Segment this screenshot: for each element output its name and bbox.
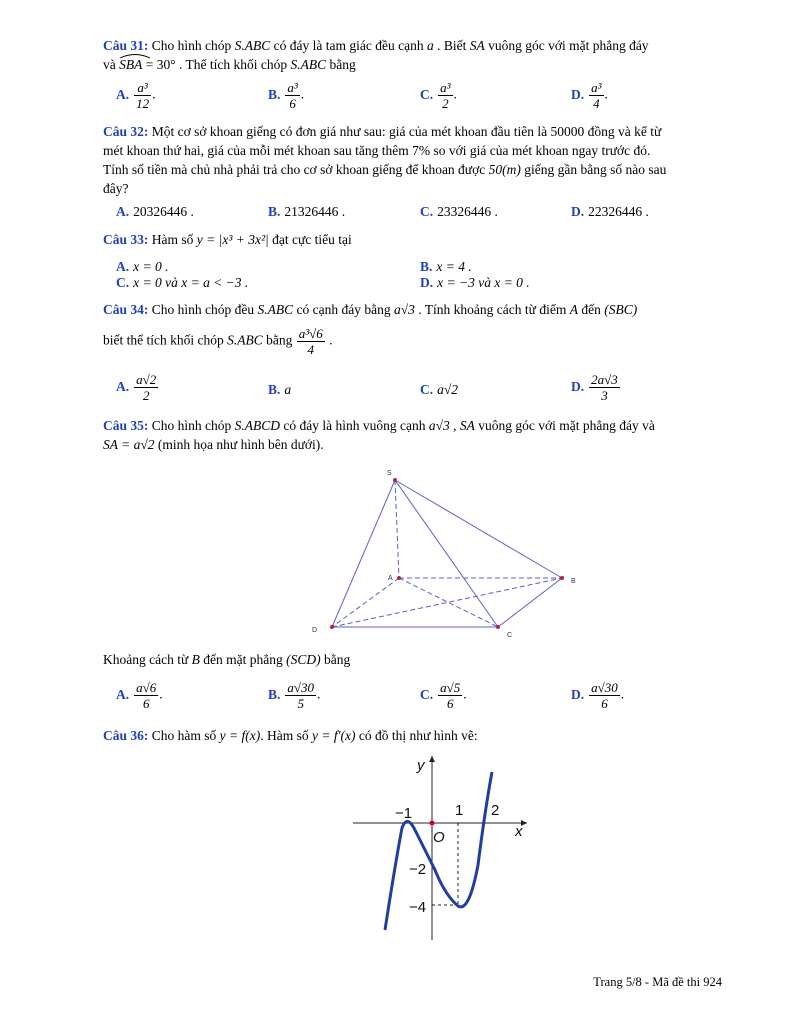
question-36 [103, 726, 723, 745]
q34-point: A [569, 302, 578, 317]
q34-option-c[interactable]: C. a√2 [420, 382, 459, 397]
q35-option-c[interactable]: C. $\frac{a√5}{6}$ . [420, 680, 467, 711]
q34-text: có cạnh đáy bằng [293, 302, 394, 317]
q35-text: Khoảng cách từ [103, 652, 192, 667]
q32-text: Một cơ sở khoan giếng có đơn giá như sau: giá của mét khoan đầu tiên là 50000 đồng và kể từ [148, 124, 662, 139]
q35-text: đến mặt phẳng [199, 652, 287, 667]
q32-option-c[interactable]: C. 23326446 . [420, 204, 498, 219]
question-35-line3 [103, 650, 723, 669]
label-d: D [312, 627, 318, 634]
q34-edge: a√3 [393, 302, 415, 317]
q34-text: biết thể tích khối chóp [103, 332, 228, 348]
origin-point [430, 821, 435, 826]
q33-option-d[interactable]: D. x = −3 và x = 0 . [420, 275, 530, 290]
q36-text: có đồ thị như hình vẽ: [355, 728, 478, 743]
question-33 [103, 230, 723, 249]
q31-pyramid: S.ABC [234, 38, 271, 53]
x-axis-label: x [515, 823, 523, 840]
q35-option-d[interactable]: D. $\frac{a√30}{6}$ . [571, 680, 625, 711]
tick-minus-1: −1 [395, 805, 413, 822]
q33-option-c[interactable]: C. x = 0 và x = a < −3 . [116, 275, 249, 290]
question-31 [103, 36, 723, 74]
question-34 [103, 300, 723, 319]
question-34-line2: biết thể tích khối chóp S.ABC bằng $\frac{\text{a³√6}}{4}$ . [103, 326, 333, 357]
derivative-curve [385, 772, 492, 930]
q33-option-a[interactable]: A. x = 0 . [116, 259, 169, 274]
vertex-a [397, 576, 401, 580]
q32-text: mét khoan thứ hai, giá của mỗi mét khoan sau tăng thêm 7% so với giá của mét khoan ngay trước đó. [103, 143, 651, 158]
q32-label: Câu 32: [103, 124, 149, 139]
q31-pyramid: S.ABC [290, 57, 327, 72]
origin-label: O [433, 829, 445, 846]
q31-text: có đáy là tam giác đều cạnh [270, 38, 427, 53]
q31-text: và [103, 57, 120, 72]
q33-text: đạt cực tiểu tại [268, 232, 352, 247]
q31-edge: a [426, 38, 434, 53]
q34-pyramid: S.ABC [227, 332, 263, 348]
tick-1: 1 [455, 802, 464, 819]
q34-label: Câu 34: [103, 302, 149, 317]
q35-point: B [191, 652, 200, 667]
q34-option-b[interactable]: B. a [268, 382, 292, 397]
q35-text: bằng [320, 652, 351, 667]
q34-volume: $\frac{\text{a³√6}}{4}$ [298, 326, 323, 357]
q35-text: Cho hình chóp [148, 418, 235, 433]
question-35 [103, 416, 723, 454]
pyramid-figure [300, 462, 590, 642]
tick-2: 2 [491, 802, 500, 819]
q35-text: , [449, 418, 460, 433]
q36-text: Cho hàm số [148, 728, 220, 743]
q32-text: giếng gần bằng số nào sau [520, 162, 667, 177]
q35-text: (minh họa như hình bên dưới). [154, 437, 324, 452]
label-c: C [507, 632, 513, 639]
vertex-d [330, 625, 334, 629]
q35-text: có đáy là hình vuông cạnh [280, 418, 429, 433]
q32-option-b[interactable]: B. 21326446 . [268, 204, 346, 219]
q36-function: y = f(x) [219, 728, 261, 743]
q35-text: vuông góc với mặt phẳng đáy và [474, 418, 655, 433]
q36-text: . Hàm số [260, 728, 312, 743]
q34-plane: (SBC) [604, 302, 638, 317]
tick-minus-2: −2 [409, 861, 427, 878]
label-b: B [571, 578, 576, 585]
derivative-graph [345, 750, 535, 950]
question-32 [103, 122, 723, 198]
q31-angle: SBA [119, 57, 142, 72]
q36-derivative: y = f′(x) [312, 728, 356, 743]
q36-label: Câu 36: [103, 728, 149, 743]
q31-label: Câu 31: [103, 38, 149, 53]
q34-text: bằng [262, 332, 296, 348]
q33-function: y = |x³ + 3x²| [196, 232, 269, 247]
q31-sa: SA [469, 38, 485, 53]
label-a: A [388, 575, 393, 582]
q31-text: . Biết [433, 38, 470, 53]
q34-text: . Tính khoảng cách từ điểm [414, 302, 570, 317]
q33-label: Câu 33: [103, 232, 149, 247]
q35-pyramid: S.ABCD [234, 418, 281, 433]
q31-text: Cho hình chóp [148, 38, 235, 53]
vertex-b [560, 576, 564, 580]
q35-sa-value: SA = a√2 [103, 437, 155, 452]
q31-text: bằng [326, 57, 356, 72]
q34-text: đến [577, 302, 605, 317]
vertex-c [496, 625, 500, 629]
page-footer: Trang 5/8 - Mã đề thi 924 [593, 975, 722, 989]
q33-option-b[interactable]: B. x = 4 . [420, 259, 472, 274]
q31-text: vuông góc với mặt phẳng đáy [484, 38, 649, 53]
q31-option-c[interactable]: C. $\frac{\text{a³}}{2}$ . [420, 80, 457, 111]
q31-option-d[interactable]: D. $\frac{\text{a³}}{4}$ . [571, 80, 608, 111]
q35-sa: SA [459, 418, 475, 433]
y-axis-label: y [417, 757, 425, 774]
q31-option-b[interactable]: B. $\frac{\text{a³}}{6}$ . [268, 80, 305, 111]
tick-minus-4: −4 [409, 899, 427, 916]
q34-text: Cho hình chóp đều [148, 302, 258, 317]
q32-length: 50(m) [488, 162, 521, 177]
q32-option-d[interactable]: D. 22326446 . [571, 204, 649, 219]
q35-edge: a√3 [428, 418, 450, 433]
q32-text: Tính số tiền mà chủ nhà phải trả cho cơ sở khoan giếng để khoan được [103, 162, 489, 177]
q35-option-b[interactable]: B. $\frac{a√30}{5}$ . [268, 680, 321, 711]
q35-plane: (SCD) [286, 652, 321, 667]
q34-pyramid: S.ABC [257, 302, 294, 317]
q32-option-a[interactable]: A. 20326446 . [116, 204, 194, 219]
q33-text: Hàm số [148, 232, 197, 247]
q34-option-d[interactable]: D. $\frac{2a√3}{3}$ [571, 372, 618, 403]
q35-label: Câu 35: [103, 418, 149, 433]
label-s: S [387, 470, 392, 477]
q35-option-a[interactable]: A. $\frac{a√6}{6}$ . [116, 680, 163, 711]
q32-text: đây? [103, 181, 129, 196]
q34-option-a[interactable]: A. $\frac{a√2}{2}$ [116, 372, 157, 403]
vertex-s [393, 478, 397, 482]
q31-option-a[interactable]: A. $\frac{\text{a³}}{12}$ . [116, 80, 156, 111]
q31-text: = 30° . Thể tích khối chóp [142, 57, 291, 72]
